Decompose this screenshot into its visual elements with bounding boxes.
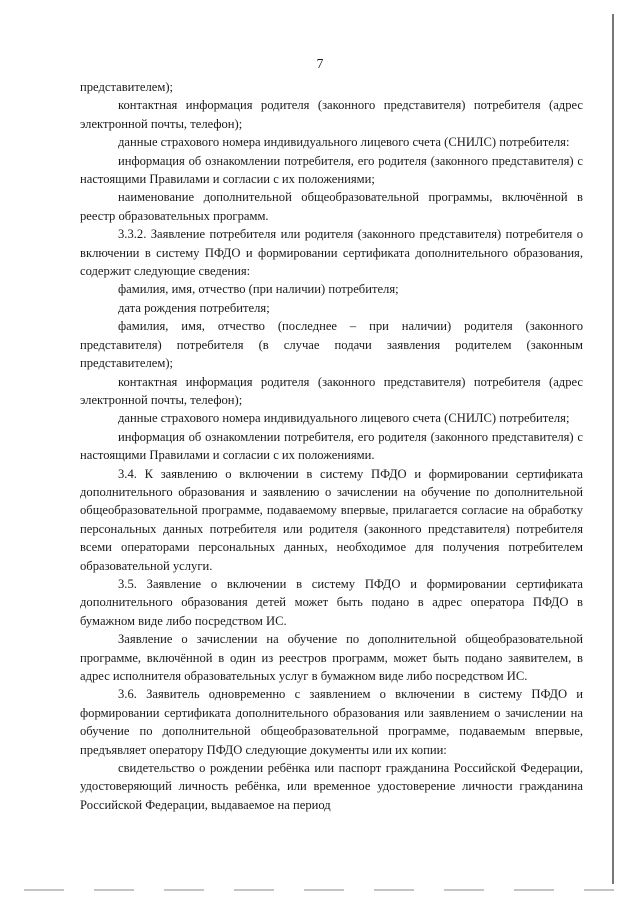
paragraph: наименование дополнительной общеобразовательной программы, включённой в реестр образовательных программ. xyxy=(80,190,583,223)
paragraph: 3.4. К заявлению о включении в систему ПФДО и формировании сертификата дополнительного образования и заявлению о зачислении на обучение по дополнительной общеобразовательной программе, подаваемому впервые, прилагается согласие на обработку персональных данных потребителя или родителя (законного представителя) потребителя всеми операторами персональных данных, необходимое для получения потребителем образовательной услуги. xyxy=(80,466,583,573)
paragraph: Заявление о зачислении на обучение по дополнительной общеобразовательной программе, включённой в один из реестров программ, может быть подано заявителем, в адрес исполнителя образовательных услуг в бумажном виде либо посредством ИС. xyxy=(80,632,583,683)
page-number: 7 xyxy=(316,56,324,71)
scan-bottom-marks xyxy=(24,889,614,891)
paragraph: представителем); xyxy=(80,80,174,94)
paragraph: данные страхового номера индивидуального лицевого счета (СНИЛС) потребителя: xyxy=(118,135,570,150)
paragraph: контактная информация родителя (законного представителя) потребителя (адрес электронной почты, телефон); xyxy=(80,374,583,407)
paragraph: 3.5. Заявление о включении в систему ПФДО и формировании сертификата дополнительного образования детей может быть подано в адрес оператора ПФДО в бумажном виде либо посредством ИС. xyxy=(80,576,583,628)
document-body xyxy=(80,78,583,814)
paragraph: информация об ознакомлении потребителя, его родителя (законного представителя) с настоящими Правилами и согласии с их положениями; xyxy=(80,153,583,187)
paragraph: фамилия, имя, отчество (последнее – при наличии) родителя (законного представителя) потребителя (в случае подачи заявления родителем (законным представителем); xyxy=(80,319,583,371)
paragraph: информация об ознакомлении потребителя, его родителя (законного представителя) с настоящими Правилами и согласии с их положениями. xyxy=(80,429,583,463)
paragraph: дата рождения потребителя; xyxy=(118,300,270,315)
paragraph: фамилия, имя, отчество (при наличии) потребителя; xyxy=(118,282,399,297)
paragraph: 3.6. Заявитель одновременно с заявлением о включении в систему ПФДО и формировании сертификата дополнительного образования или заявлением о зачислении на обучение по дополнительной общеобразовательной программе, подаваемым впервые, предъявляет оператору ПФДО следующие документы или их копии: xyxy=(80,687,583,757)
paragraph: данные страхового номера индивидуального лицевого счета (СНИЛС) потребителя; xyxy=(118,411,570,426)
paragraph: 3.3.2. Заявление потребителя или родителя (законного представителя) потребителя о включении в систему ПФДО и формировании сертификата дополнительного образования, содержит следующие сведения: xyxy=(80,227,583,279)
paragraph: свидетельство о рождении ребёнка или паспорт гражданина Российской Федерации, удостоверяющий личность ребёнка, или временное удостоверение личности гражданина Российской Федерации, выдаваемое на период xyxy=(80,761,583,812)
paragraph: контактная информация родителя (законного представителя) потребителя (адрес электронной почты, телефон); xyxy=(80,98,583,131)
scan-edge-line xyxy=(612,14,614,884)
